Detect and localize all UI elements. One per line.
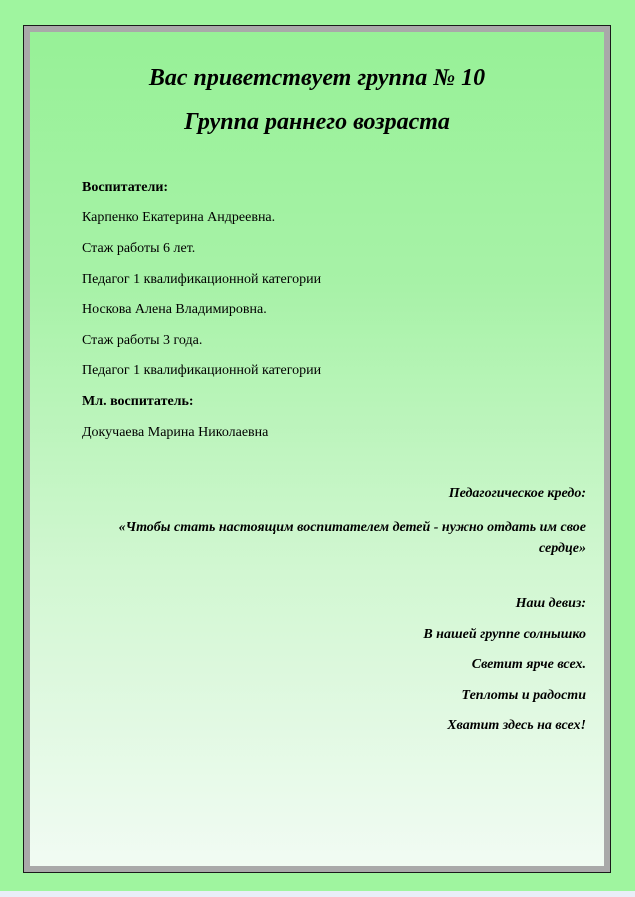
page-frame — [23, 25, 611, 873]
credo-text: «Чтобы стать настоящим воспитателем детей - нужно отдать им свое сердце» — [118, 520, 586, 556]
motto-heading: Наш девиз: — [515, 596, 586, 611]
page-content — [30, 32, 604, 866]
teacher1-experience: Стаж работы 6 лет. — [82, 241, 196, 256]
bottom-strip — [0, 891, 635, 897]
teacher1-name: Карпенко Екатерина Андреевна. — [82, 210, 276, 225]
teacher2-category: Педагог 1 квалификационной категории — [82, 363, 322, 378]
page-title: Вас приветствует группа № 10 — [148, 65, 486, 91]
teacher2-experience: Стаж работы 3 года. — [82, 333, 203, 348]
teacher2-name: Носкова Алена Владимировна. — [82, 302, 267, 317]
teacher1-category: Педагог 1 квалификационной категории — [82, 272, 322, 287]
credo-heading: Педагогическое кредо: — [448, 486, 586, 501]
motto-line-2: Светит ярче всех. — [471, 657, 586, 672]
motto-line-3: Теплоты и радости — [461, 688, 586, 703]
page-subtitle: Группа раннего возраста — [184, 109, 450, 135]
motto-line-4: Хватит здесь на всех! — [447, 718, 586, 733]
motto-line-1: В нашей группе солнышко — [423, 627, 586, 642]
assistant-name: Докучаева Марина Николаевна — [82, 425, 269, 440]
teachers-heading: Воспитатели: — [82, 180, 169, 195]
assistant-heading: Мл. воспитатель: — [82, 394, 194, 409]
